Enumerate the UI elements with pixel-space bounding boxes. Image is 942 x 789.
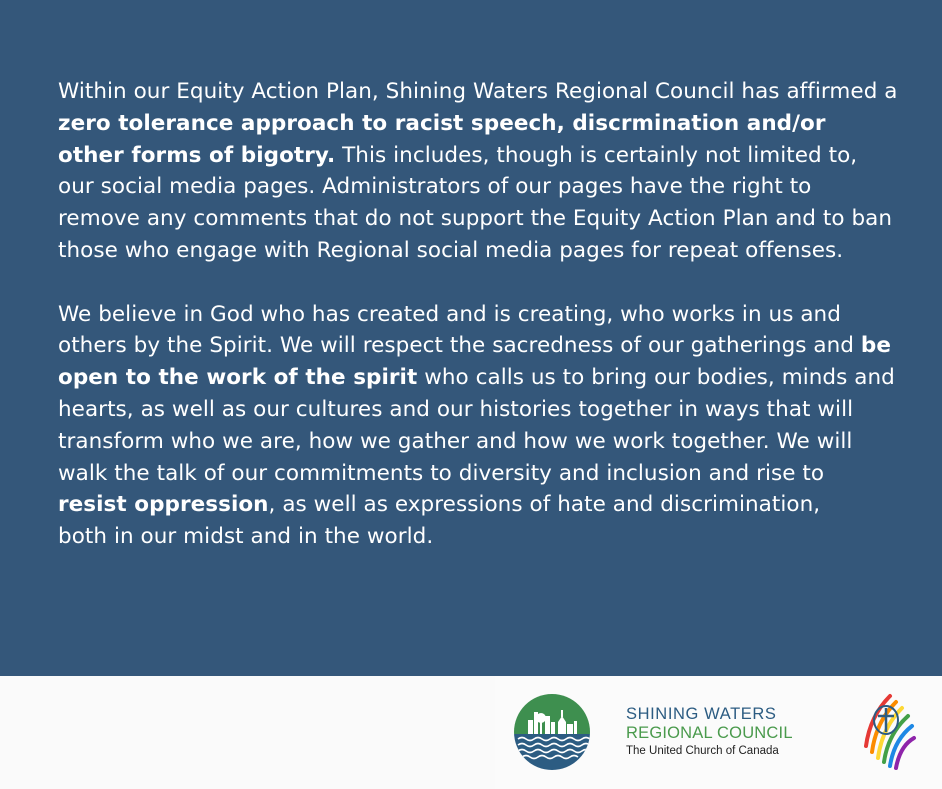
- statement-paragraph-1: [58, 76, 898, 267]
- p1-text-b: This includes, though is certainly not limited to, our social media pages. Administrators of our pages have the right to remove any comments that do not support the Equity Action Plan and to ban those who engage with Regional social media pages for repeat offenses.: [58, 142, 893, 263]
- p2-text-d: both in our midst and in the world.: [58, 524, 434, 550]
- org-name-block: [626, 705, 826, 758]
- statement-text: [58, 76, 898, 553]
- p2-text-b: who calls us to bring our bodies, minds and hearts, as well as our cultures and our histories together in ways that will transform who we are, how we gather and how we work together. We will walk the talk of our commitments to diversity and inclusion and rise to: [58, 365, 895, 486]
- org-name-line-3: The United Church of Canada: [626, 745, 779, 757]
- p2-bold-1: be open to the work of the spirit: [58, 333, 891, 391]
- p2-bold-2: resist oppression: [58, 492, 269, 518]
- p1-bold: zero tolerance approach to racist speech, discrmination and/or other forms of bigotry.: [58, 110, 826, 168]
- org-name-line-1: SHINING WATERS: [626, 705, 777, 723]
- footer-left-area: [0, 676, 495, 789]
- p2-text-c: , as well as expressions of hate and discrimination,: [268, 492, 821, 518]
- org-name-line-2: REGIONAL COUNCIL: [626, 724, 793, 742]
- city-skyline-over-water-logo-icon: [514, 694, 590, 770]
- united-church-crest-logo-icon: [860, 686, 918, 772]
- statement-paragraph-2: [58, 299, 898, 553]
- p1-text-a: Within our Equity Action Plan, Shining Waters Regional Council has affirmed a: [58, 79, 898, 104]
- p2-text-a: We believe in God who has created and is creating, who works in us and others by the Spirit. We will respect the sacredness of our gatherings and: [58, 301, 861, 359]
